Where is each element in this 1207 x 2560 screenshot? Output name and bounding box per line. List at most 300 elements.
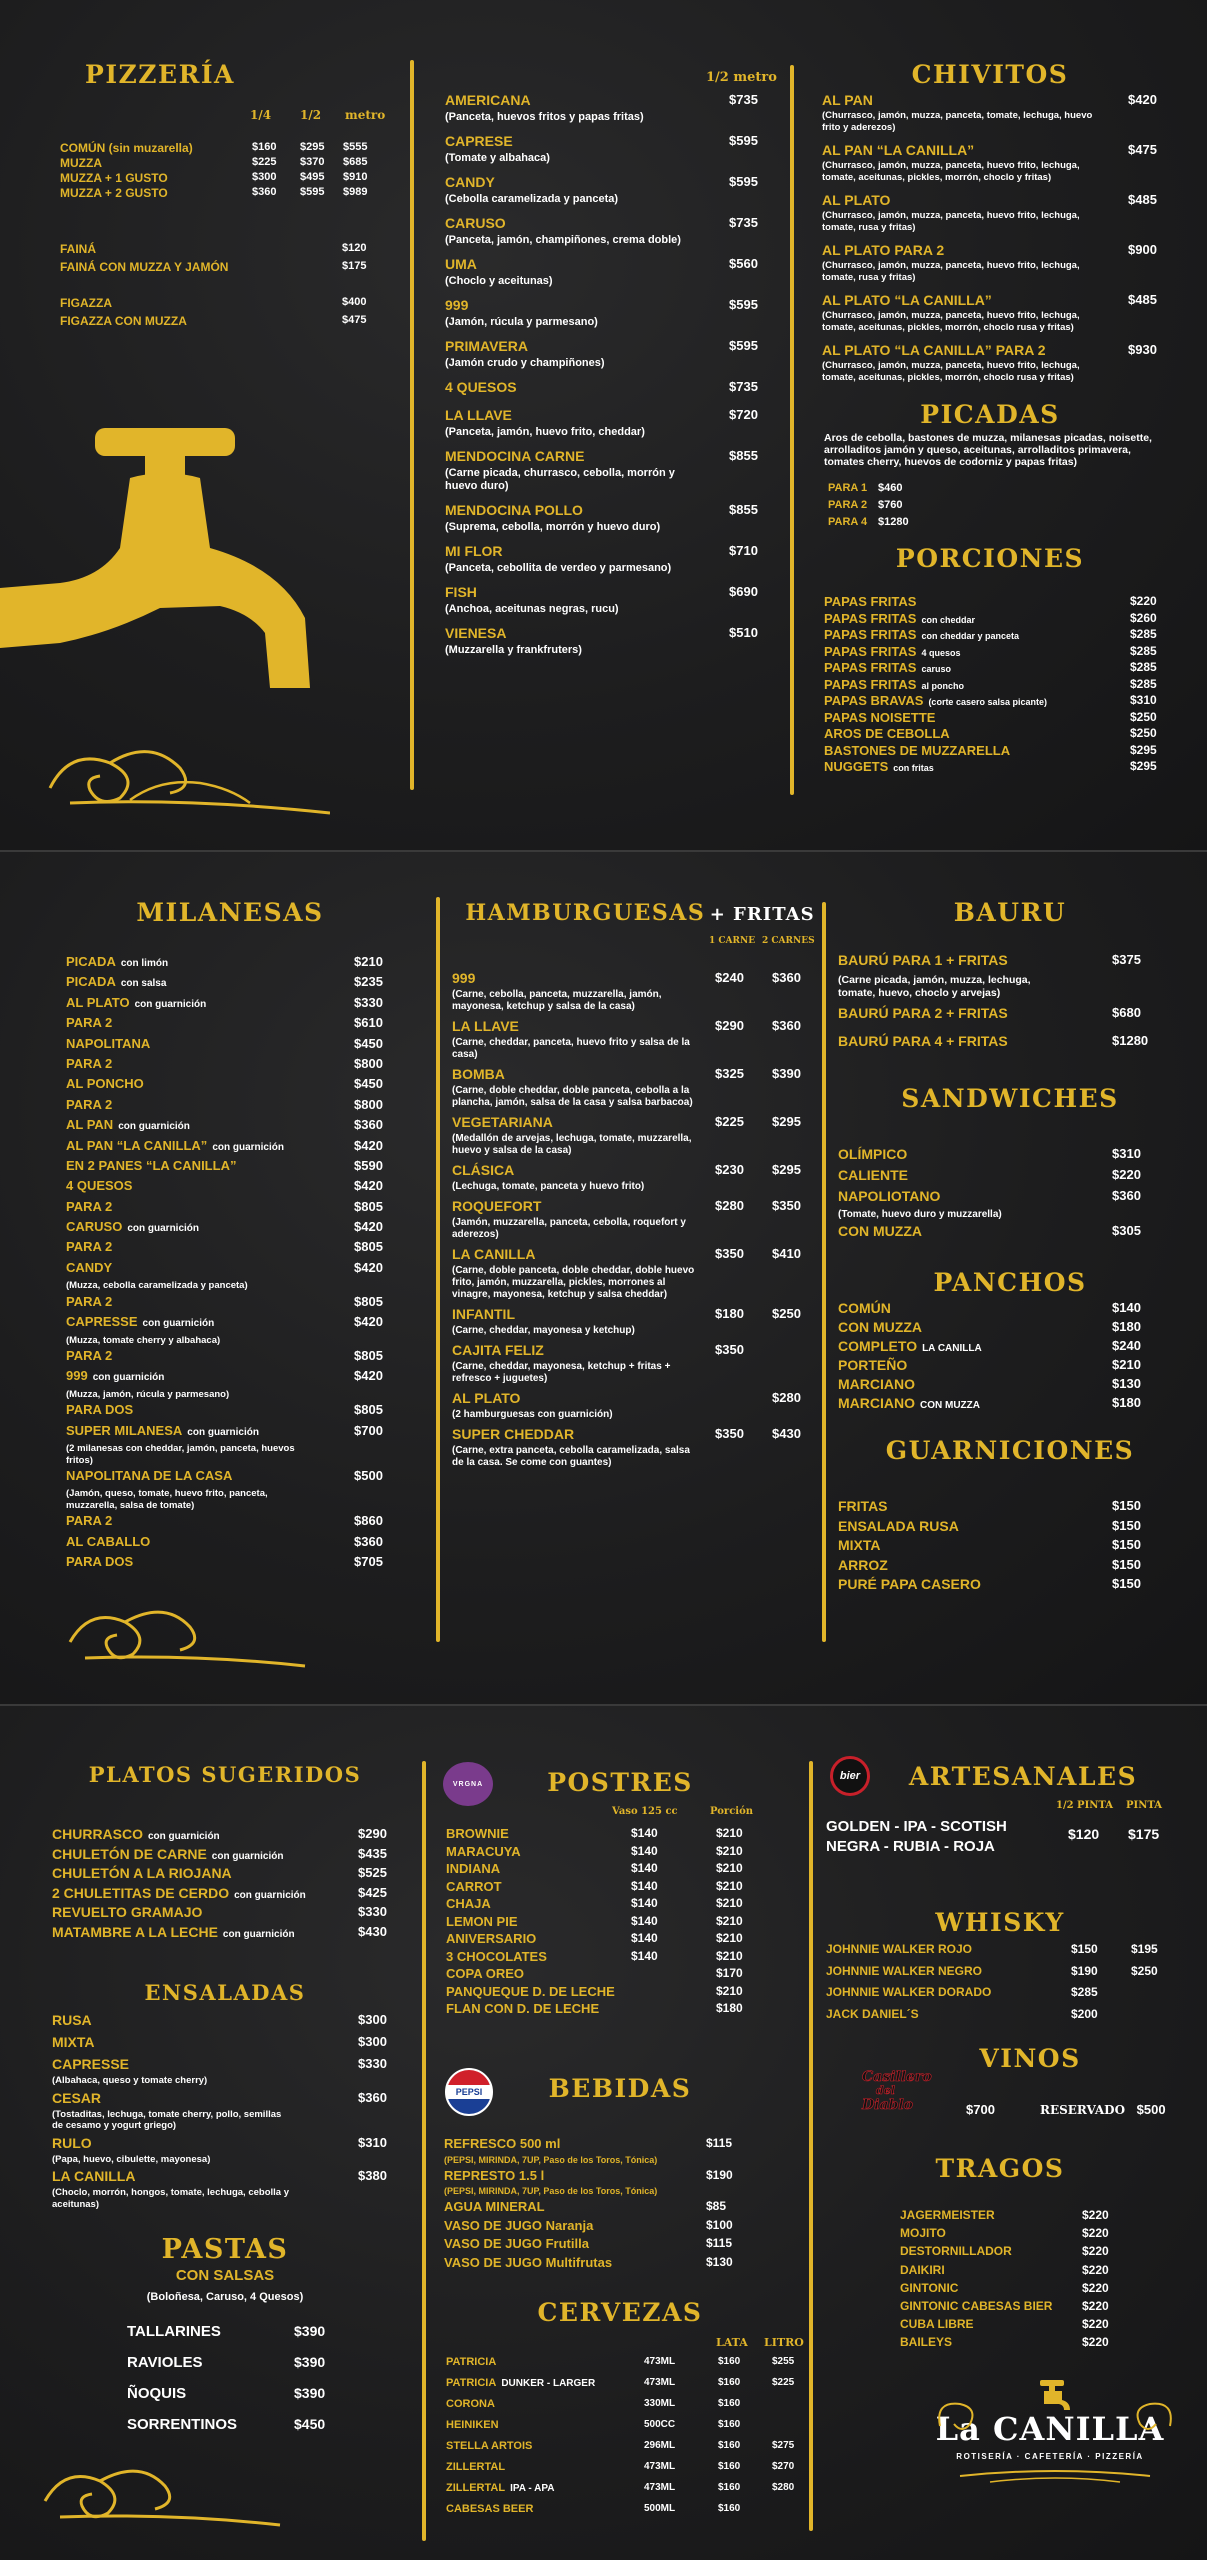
item-price: $735 xyxy=(729,92,758,107)
plato-item-row xyxy=(52,1885,392,1905)
cerveza-item xyxy=(446,2419,806,2440)
trago-item xyxy=(900,2281,1120,2299)
vinos-reservado-price: $500 xyxy=(1136,2102,1166,2117)
item-price-1: $140 xyxy=(631,1878,658,1893)
item-name: JOHNNIE WALKER DORADO xyxy=(826,1985,992,1999)
item-price-2: $195 xyxy=(1131,1942,1158,1956)
item-name: PAPAS FRITAS xyxy=(824,610,917,626)
item-description: (Lechuga, tomate, panceta y huevo frito) xyxy=(452,1181,645,1192)
artesanales-price-pint: $175 xyxy=(1128,1826,1160,1842)
hamburguesa-item-row xyxy=(452,1426,812,1445)
hamburguesa-item xyxy=(452,1162,812,1193)
item-price-1: $140 xyxy=(631,1843,658,1858)
sandwiches-list xyxy=(838,1146,1148,1244)
whisky-list xyxy=(826,1942,1166,2028)
plato-item xyxy=(52,1924,392,1944)
ensalada-item-row xyxy=(52,2012,392,2031)
whisky-title: WHISKY xyxy=(935,1908,1065,1937)
hamburguesa-item xyxy=(452,970,812,1013)
item-price: $210 xyxy=(1112,1357,1141,1372)
item-description: (Churrasco, jamón, muzza, panceta, huevo frito, lechuga, tomate, rusa y fritas) xyxy=(822,260,1080,283)
item-price: $420 xyxy=(354,1178,383,1194)
pizza-special-item-row xyxy=(445,379,760,398)
item-price-2: $210 xyxy=(716,1931,743,1945)
item-name: PARA 2 xyxy=(66,1239,113,1255)
item-price-3: $989 xyxy=(343,186,368,198)
sandwich-item-row xyxy=(838,1146,1148,1167)
ensaladas-title: ENSALADAS xyxy=(144,1980,306,2005)
item-description: (Tostaditas, lechuga, tomate cherry, pollo, semillas de cesamo y yogurt griego) xyxy=(52,2108,282,2131)
milanesa-item-row xyxy=(66,1056,391,1076)
pancho-item-row xyxy=(838,1376,1148,1395)
item-name: PAPAS FRITAS xyxy=(824,627,917,642)
item-name: HEINIKEN xyxy=(446,2419,499,2431)
item-name: CUBA LIBRE xyxy=(900,2317,974,2332)
item-name: AL PLATO “LA CANILLA” PARA 2 xyxy=(822,342,1046,358)
picada-item xyxy=(828,482,988,499)
hamburguesa-item xyxy=(452,1390,812,1421)
divider-6 xyxy=(809,1761,813,2531)
figazza-item-row xyxy=(60,296,370,314)
casillero-logo-line-2: del xyxy=(876,2084,895,2097)
item-name: MOJITO xyxy=(900,2226,946,2241)
item-price-1: $200 xyxy=(1071,2006,1098,2021)
item-price: $435 xyxy=(358,1845,387,1861)
item-price-2: $295 xyxy=(300,141,325,153)
item-price-2: $295 xyxy=(772,1114,801,1129)
item-price: $150 xyxy=(1112,1517,1141,1533)
item-name: PATRICIA xyxy=(446,2377,497,2389)
ensalada-item-row xyxy=(52,2034,392,2053)
item-name: CARUSO xyxy=(445,215,506,231)
bebida-item xyxy=(444,2255,774,2274)
hamburguesa-item-row xyxy=(452,1342,812,1361)
item-name: ZILLERTAL xyxy=(446,2482,506,2494)
hamburguesa-item-row xyxy=(452,1390,812,1409)
item-name: BASTONES DE MUZZARELLA xyxy=(824,742,1011,758)
hamburguesa-item-row xyxy=(452,1162,812,1181)
menu-panel-2 xyxy=(0,852,1207,1704)
item-name: PAPAS BRAVAS xyxy=(824,693,924,708)
milanesa-item xyxy=(66,1348,391,1368)
chivitos-list xyxy=(822,92,1162,392)
item-price: $360 xyxy=(354,1117,383,1133)
chivitos-title: CHIVITOS xyxy=(911,60,1069,89)
hamburguesa-item-row xyxy=(452,1246,812,1265)
guarnicion-item xyxy=(838,1576,1148,1596)
casillero-logo-line-3: Diablo xyxy=(862,2097,913,2113)
vinos-title: VINOS xyxy=(979,2044,1081,2073)
ensalada-item xyxy=(52,2034,392,2053)
item-description: (Carne, doble panceta, doble cheddar, doble huevo frito, jamón, muzzarella, pickles, morrones al vinagre, mayonesa, ketchup y salsa cheddar) xyxy=(452,1265,695,1300)
hamburguesas-title: HAMBURGUESAS xyxy=(465,900,706,926)
milanesa-item xyxy=(66,1036,391,1056)
divider-4 xyxy=(822,902,826,1642)
menu-panel-1 xyxy=(0,0,1207,850)
cerveza-item xyxy=(446,2398,806,2419)
brand-name: La CANILLA xyxy=(935,2410,1165,2448)
item-description: (Carne, cheddar, mayonesa, ketchup + fritas + refresco + juguetes) xyxy=(452,1361,671,1384)
item-name: PICADA xyxy=(66,974,116,990)
item-price-1: $350 xyxy=(715,1246,744,1261)
item-name: REPRESTO 1.5 l xyxy=(444,2167,545,2183)
menu-panel-3 xyxy=(0,1706,1207,2560)
item-price: $720 xyxy=(729,407,758,422)
item-name: REFRESCO 500 ml xyxy=(444,2136,561,2151)
item-description: (Panceta, jamón, huevo frito, cheddar) xyxy=(445,426,645,438)
item-description: (Carne, extra panceta, cebolla caramelizada, salsa de la casa. Se come con guantes) xyxy=(452,1445,690,1468)
hamburguesa-item xyxy=(452,1306,812,1337)
item-price: $220 xyxy=(1082,2280,1109,2295)
guarnicion-item-row xyxy=(838,1557,1148,1577)
item-name: LA CANILLA xyxy=(52,2168,136,2184)
item-size: 500ML xyxy=(644,2503,676,2514)
item-price-1: $190 xyxy=(1071,1963,1098,1978)
item-price: $300 xyxy=(358,2012,387,2027)
item-price: $1280 xyxy=(878,516,909,528)
porcion-item-row xyxy=(824,759,1164,776)
trago-item xyxy=(900,2317,1120,2335)
item-name: ANIVERSARIO xyxy=(446,1931,537,1946)
item-name: PARA 2 xyxy=(828,499,868,511)
pepsi-logo xyxy=(445,2068,493,2116)
item-description: (Jamón crudo y champiñones) xyxy=(445,357,605,369)
item-price: $525 xyxy=(358,1865,387,1880)
item-price: $420 xyxy=(354,1259,383,1275)
item-price: $805 xyxy=(354,1402,383,1418)
milanesa-item xyxy=(66,1468,391,1511)
item-price-1: $350 xyxy=(715,1426,744,1441)
item-price: $260 xyxy=(1130,610,1157,625)
item-name: PARA DOS xyxy=(66,1554,134,1570)
item-description: (Jamón, queso, tomate, huevo frito, panceta, muzzarella, salsa de tomate) xyxy=(66,1488,268,1511)
bauru-list xyxy=(838,952,1148,1061)
item-price-1: $140 xyxy=(631,1931,658,1945)
item-price-3: $910 xyxy=(343,171,368,183)
item-suffix: con guarnición xyxy=(222,1928,295,1940)
item-price: $150 xyxy=(1112,1498,1141,1513)
item-price-1: $160 xyxy=(718,2356,741,2367)
milanesa-item xyxy=(66,1097,391,1117)
milanesa-item-row xyxy=(66,1239,391,1259)
item-name: SUPER MILANESA xyxy=(66,1422,183,1438)
item-name: CHAJA xyxy=(446,1896,491,1911)
item-description: (Choclo y aceitunas) xyxy=(445,275,553,287)
postre-item xyxy=(446,1966,776,1984)
item-description: (Muzza, jamón, rúcula y parmesano) xyxy=(66,1388,230,1400)
item-description: (Papa, huevo, cibulette, mayonesa) xyxy=(52,2153,211,2165)
item-price-2: $180 xyxy=(716,2001,743,2015)
item-price: $450 xyxy=(354,1035,383,1051)
item-price: $330 xyxy=(358,1904,387,1919)
item-name: PORTEÑO xyxy=(838,1357,908,1373)
hamburguesas-title-suffix: + FRITAS xyxy=(709,904,815,925)
item-suffix: al poncho xyxy=(921,680,964,691)
pizza-special-item xyxy=(445,584,760,616)
item-size: 473ML xyxy=(644,2461,676,2472)
item-description: (Panceta, cebollita de verdeo y parmesano) xyxy=(445,562,672,574)
trago-item xyxy=(900,2208,1120,2226)
item-suffix: IPA - APA xyxy=(510,2483,555,2494)
milanesa-item-row xyxy=(66,1076,391,1096)
pizza-special-item xyxy=(445,297,760,329)
whisky-item xyxy=(826,2007,1166,2029)
milanesa-item-row xyxy=(66,1260,391,1280)
chivito-item-row xyxy=(822,142,1162,160)
porciones-list xyxy=(824,594,1164,776)
milanesa-item-row xyxy=(66,1423,391,1443)
chivito-item xyxy=(822,192,1162,233)
item-suffix: con guarnición xyxy=(127,1223,200,1235)
figazza-item-row xyxy=(60,314,370,332)
pizzeria-header-quarter: 1/4 xyxy=(250,108,272,122)
pizza-special-item xyxy=(445,215,760,247)
porcion-item-row xyxy=(824,710,1164,727)
postre-item xyxy=(446,1879,776,1897)
item-price: $305 xyxy=(1112,1223,1141,1238)
item-name: CAPRESE xyxy=(445,133,513,149)
item-price-2: $430 xyxy=(772,1426,801,1441)
item-size: 500CC xyxy=(644,2419,676,2430)
item-name: ZILLERTAL xyxy=(446,2461,506,2473)
guarnicion-item-row xyxy=(838,1498,1148,1518)
item-name: CANDY xyxy=(66,1259,113,1275)
item-name: VASO DE JUGO Frutilla xyxy=(444,2236,589,2251)
bebida-item xyxy=(444,2199,774,2218)
cervezas-list xyxy=(446,2356,806,2524)
item-price-2: $210 xyxy=(716,1983,743,1998)
item-name: FIGAZZA xyxy=(60,296,112,310)
bebida-item-row xyxy=(444,2199,774,2218)
item-name: MUZZA xyxy=(60,156,102,170)
item-price: $595 xyxy=(729,133,758,148)
item-suffix: DUNKER - LARGER xyxy=(501,2378,596,2389)
item-name: AL PLATO xyxy=(66,994,130,1010)
trago-item-row xyxy=(900,2317,1120,2335)
item-price: $805 xyxy=(354,1198,383,1214)
item-name: CON MUZZA xyxy=(838,1319,922,1335)
pizza-special-item-row xyxy=(445,584,760,603)
milanesa-item xyxy=(66,1239,391,1259)
postre-item-row xyxy=(446,1984,776,2002)
item-price: $400 xyxy=(342,296,367,308)
hamburguesa-item-row xyxy=(452,1066,812,1085)
whisky-item-row xyxy=(826,2007,1166,2029)
pizza-special-item xyxy=(445,92,760,124)
ensaladas-list xyxy=(52,2012,392,2213)
sandwich-item xyxy=(838,1146,1148,1167)
item-name: MARCIANO xyxy=(838,1376,915,1392)
item-name: 999 xyxy=(452,970,476,986)
pastas-title: PASTAS xyxy=(161,2234,289,2265)
trago-item xyxy=(900,2226,1120,2244)
item-price: $390 xyxy=(294,2354,326,2370)
item-price: $150 xyxy=(1112,1537,1141,1552)
item-price: $295 xyxy=(1130,759,1157,773)
pizza-special-item xyxy=(445,407,760,439)
item-name: COPA OREO xyxy=(446,1966,525,1981)
milanesa-item-row xyxy=(66,1158,391,1178)
item-price: $690 xyxy=(729,584,758,599)
item-price: $220 xyxy=(1082,2262,1109,2277)
faucet-icon xyxy=(0,418,320,688)
pepsi-logo-red xyxy=(447,2070,491,2085)
item-description: (Jamón, rúcula y parmesano) xyxy=(445,316,598,328)
item-price: $180 xyxy=(1112,1395,1141,1410)
item-price-2: $170 xyxy=(716,1966,743,1980)
item-name: AROS DE CEBOLLA xyxy=(824,726,950,741)
bauru-title: BAURU xyxy=(953,898,1067,927)
item-price: $1280 xyxy=(1112,1033,1149,1048)
porcion-item-row xyxy=(824,677,1164,694)
pizza-item-row xyxy=(60,171,400,186)
cerveza-item-row xyxy=(446,2503,806,2524)
cervezas-header-litro: LITRO xyxy=(764,2336,804,2349)
item-price: $510 xyxy=(729,625,758,640)
porcion-item xyxy=(824,594,1164,611)
item-name: FISH xyxy=(445,584,477,600)
item-price-2: $210 xyxy=(716,1843,743,1858)
guarnicion-item-row xyxy=(838,1518,1148,1538)
pizza-special-item-row xyxy=(445,625,760,644)
item-price: $220 xyxy=(1082,2298,1109,2313)
item-price-1: $230 xyxy=(715,1162,744,1177)
trago-item xyxy=(900,2299,1120,2317)
pizza-special-item xyxy=(445,543,760,575)
item-name: AL PAN “LA CANILLA” xyxy=(822,142,975,158)
item-price: $220 xyxy=(1082,2244,1109,2259)
guarniciones-title: GUARNICIONES xyxy=(885,1436,1135,1465)
cerveza-item xyxy=(446,2377,806,2398)
milanesa-item xyxy=(66,1199,391,1219)
item-price: $390 xyxy=(294,2323,326,2339)
milanesa-item xyxy=(66,1219,391,1239)
item-size: 473ML xyxy=(644,2482,676,2493)
item-price-2: $350 xyxy=(772,1198,801,1213)
item-suffix: caruso xyxy=(921,664,951,674)
plato-item-row xyxy=(52,1826,392,1846)
milanesa-item-row xyxy=(66,1117,391,1137)
item-name: AL PLATO xyxy=(452,1390,521,1406)
whisky-item xyxy=(826,1985,1166,2007)
artesanales-header-half: 1/2 PINTA xyxy=(1056,1800,1114,1811)
pizza-special-item xyxy=(445,625,760,657)
item-price: $130 xyxy=(706,2254,733,2269)
cerveza-item xyxy=(446,2440,806,2461)
pancho-item-row xyxy=(838,1319,1148,1338)
cervezas-header-lata: LATA xyxy=(716,2336,748,2349)
milanesa-item xyxy=(66,1015,391,1035)
item-name: STELLA ARTOIS xyxy=(446,2440,533,2452)
item-name: CANDY xyxy=(445,174,495,190)
item-description: (Jamón, muzzarella, panceta, cebolla, roquefort y aderezos) xyxy=(452,1217,686,1240)
item-price: $310 xyxy=(1130,693,1157,707)
item-description: (Carne, doble cheddar, doble panceta, cebolla a la plancha, jamón, salsa de la casa y salsa barbacoa) xyxy=(452,1085,693,1108)
artesanales-header-pint: PINTA xyxy=(1126,1800,1162,1811)
item-price: $800 xyxy=(354,1055,383,1071)
item-price-1: $150 xyxy=(1071,1942,1098,1956)
bebida-item-row xyxy=(444,2255,774,2274)
vrgna-logo-text: VRGNA xyxy=(452,1780,484,1788)
postre-item-row xyxy=(446,1844,776,1862)
pizza-item xyxy=(60,186,400,201)
item-price: $475 xyxy=(1128,142,1157,157)
item-price: $220 xyxy=(1082,2226,1109,2241)
item-price: $330 xyxy=(358,2056,387,2071)
item-price-3: $685 xyxy=(343,156,368,168)
whisky-item xyxy=(826,1942,1166,1964)
hamburguesas-list xyxy=(452,970,812,1474)
item-name: PARA 2 xyxy=(66,1513,113,1529)
cerveza-item xyxy=(446,2482,806,2503)
item-name: VIENESA xyxy=(445,625,507,641)
item-description: (Carne, cheddar, mayonesa y ketchup) xyxy=(452,1325,635,1336)
item-name: PURÉ PAPA CASERO xyxy=(838,1576,981,1592)
pasta-item xyxy=(127,2354,347,2385)
item-name: PRIMAVERA xyxy=(445,338,528,354)
pizza-special-item-row xyxy=(445,297,760,316)
item-price-2: $360 xyxy=(772,1018,801,1033)
item-name: SORRENTINOS xyxy=(127,2416,238,2433)
item-price: $460 xyxy=(878,482,903,494)
sandwich-item xyxy=(838,1223,1148,1244)
item-name: 3 CHOCOLATES xyxy=(446,1948,547,1964)
item-name: MIXTA xyxy=(52,2034,95,2050)
pasta-item xyxy=(127,2385,347,2416)
cerveza-item-row xyxy=(446,2461,806,2482)
milanesa-item xyxy=(66,954,391,974)
item-price: $380 xyxy=(358,2168,387,2183)
artesanales-line-1: GOLDEN - IPA - SCOTISH xyxy=(826,1818,1007,1835)
ensalada-item-row xyxy=(52,2056,392,2075)
item-name: MENDOCINA POLLO xyxy=(445,502,583,518)
item-name: FRITAS xyxy=(838,1498,888,1514)
item-price-2: $210 xyxy=(716,1826,743,1840)
cerveza-item-row xyxy=(446,2377,806,2398)
item-price-2: $495 xyxy=(300,171,325,183)
item-name: PANQUEQUE D. DE LECHE xyxy=(446,1983,615,1999)
milanesa-item-row xyxy=(66,1219,391,1239)
vinos-reservado-label: RESERVADO xyxy=(1040,2103,1126,2117)
hamburguesa-item xyxy=(452,1066,812,1109)
item-suffix: 4 quesos xyxy=(921,647,961,658)
item-name: DAIKIRI xyxy=(900,2262,945,2277)
item-suffix: con cheddar xyxy=(921,614,975,625)
item-name: AL PAN “LA CANILLA” xyxy=(66,1137,208,1153)
item-price-2: $250 xyxy=(1131,1963,1158,1978)
porcion-item xyxy=(824,644,1164,661)
item-price-1: $300 xyxy=(252,171,277,183)
ensalada-item xyxy=(52,2090,392,2132)
item-name: JACK DANIEL´S xyxy=(826,2006,919,2021)
sandwich-item-row xyxy=(838,1223,1148,1244)
item-name: AL PLATO xyxy=(822,192,891,208)
item-price: $760 xyxy=(878,499,903,511)
item-description: (Anchoa, aceitunas negras, rucu) xyxy=(445,603,619,615)
item-price-2: $295 xyxy=(772,1162,801,1177)
picada-item xyxy=(828,516,988,533)
item-name: LA LLAVE xyxy=(452,1018,519,1034)
item-name: PAPAS FRITAS xyxy=(824,594,917,609)
item-description: (Panceta, jamón, champiñones, crema doble) xyxy=(445,234,681,246)
item-name: FAINÁ xyxy=(60,242,96,256)
milanesa-item xyxy=(66,1076,391,1096)
bauru-item xyxy=(838,1033,1148,1055)
item-description: (Panceta, huevos fritos y papas fritas) xyxy=(445,111,644,123)
item-price: $120 xyxy=(342,242,367,254)
ensalada-item xyxy=(52,2056,392,2087)
item-name: PARA DOS xyxy=(66,1402,134,1418)
